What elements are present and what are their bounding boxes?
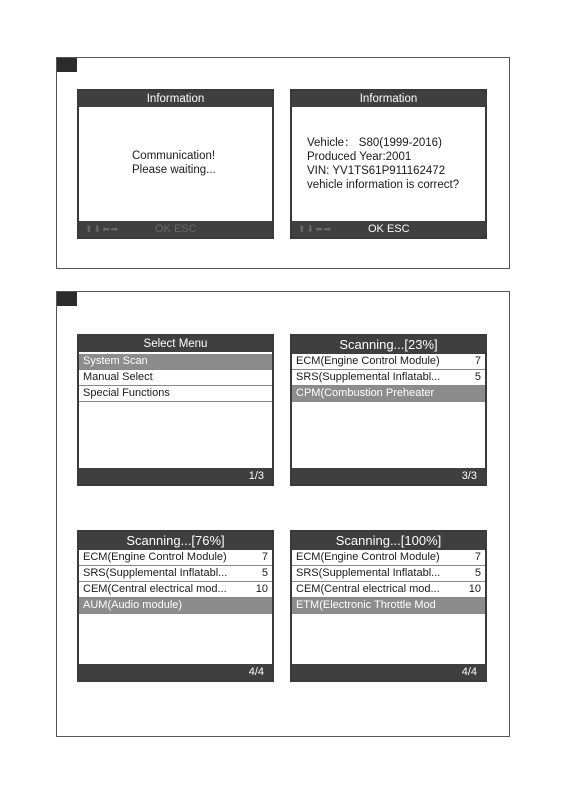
top-panel — [56, 57, 510, 269]
screen-title: Scanning...[23%] — [292, 336, 485, 354]
ok-key: OK — [368, 223, 384, 235]
menu-item-system-scan[interactable]: System Scan — [79, 354, 272, 370]
module-list — [292, 550, 485, 614]
arrow-keys-icon: ⬆⬇⬅➡ — [85, 224, 120, 234]
module-row[interactable]: SRS(Supplemental Inflatabl... 5 — [292, 370, 485, 386]
arrow-keys-icon: ⬆⬇⬅➡ — [298, 224, 333, 234]
scanning-screen-76 — [77, 530, 274, 682]
screen-footer — [79, 468, 272, 484]
select-menu-screen — [77, 334, 274, 486]
menu-item-manual-select[interactable]: Manual Select — [79, 370, 272, 386]
module-row-current[interactable]: ETM(Electronic Throttle Mod — [292, 598, 485, 614]
module-row[interactable]: ECM(Engine Control Module) 7 — [79, 550, 272, 566]
module-row[interactable]: CEM(Central electrical mod... 10 — [79, 582, 272, 598]
menu-list — [79, 354, 272, 402]
ok-key: OK — [155, 223, 171, 235]
screen-footer — [292, 664, 485, 680]
menu-item-special-functions[interactable]: Special Functions — [79, 386, 272, 402]
vehicle-model: Vehicle： S80(1999-2016) — [307, 137, 442, 149]
module-row[interactable]: CEM(Central electrical mod... 10 — [292, 582, 485, 598]
message-block — [132, 149, 216, 177]
screen-title: Information — [79, 91, 272, 107]
module-row[interactable]: SRS(Supplemental Inflatabl... 5 — [79, 566, 272, 582]
page-indicator: 4/4 — [248, 666, 264, 678]
screen-footer — [79, 664, 272, 680]
page-indicator: 1/3 — [248, 470, 264, 482]
page-indicator: 4/4 — [461, 666, 477, 678]
confirm-question: vehicle information is correct? — [307, 179, 460, 191]
page-indicator: 3/3 — [461, 470, 477, 482]
screen-footer — [79, 221, 272, 237]
info-screen-communication — [77, 89, 274, 239]
module-list — [292, 354, 485, 402]
produced-year: Produced Year:2001 — [307, 151, 412, 163]
scanning-screen-100 — [290, 530, 487, 682]
screen-title: Select Menu — [79, 336, 272, 352]
module-row-current[interactable]: AUM(Audio module) — [79, 598, 272, 614]
message-line: Communication! — [132, 150, 216, 162]
vin-number: VIN: YV1TS61P911162472 — [307, 165, 446, 177]
module-row[interactable]: SRS(Supplemental Inflatabl... 5 — [292, 566, 485, 582]
info-screen-vehicle — [290, 89, 487, 239]
vehicle-info-block — [307, 136, 459, 192]
screen-title: Information — [292, 91, 485, 107]
esc-key: ESC — [173, 223, 197, 235]
ok-esc-keys — [155, 221, 197, 237]
scanning-screen-23 — [290, 334, 487, 486]
module-row-current[interactable]: CPM(Combustion Preheater — [292, 386, 485, 402]
screen-footer — [292, 221, 485, 237]
module-list — [79, 550, 272, 614]
module-row[interactable]: ECM(Engine Control Module) 7 — [292, 354, 485, 370]
message-line: Please waiting... — [132, 164, 216, 176]
screen-title: Scanning...[100%] — [292, 532, 485, 550]
module-row[interactable]: ECM(Engine Control Module) 7 — [292, 550, 485, 566]
panel-tab-marker — [57, 292, 77, 306]
screen-title: Scanning...[76%] — [79, 532, 272, 550]
bottom-panel — [56, 291, 510, 737]
ok-esc-keys — [368, 221, 410, 237]
panel-tab-marker — [57, 58, 77, 72]
screen-footer — [292, 468, 485, 484]
esc-key: ESC — [386, 223, 410, 235]
